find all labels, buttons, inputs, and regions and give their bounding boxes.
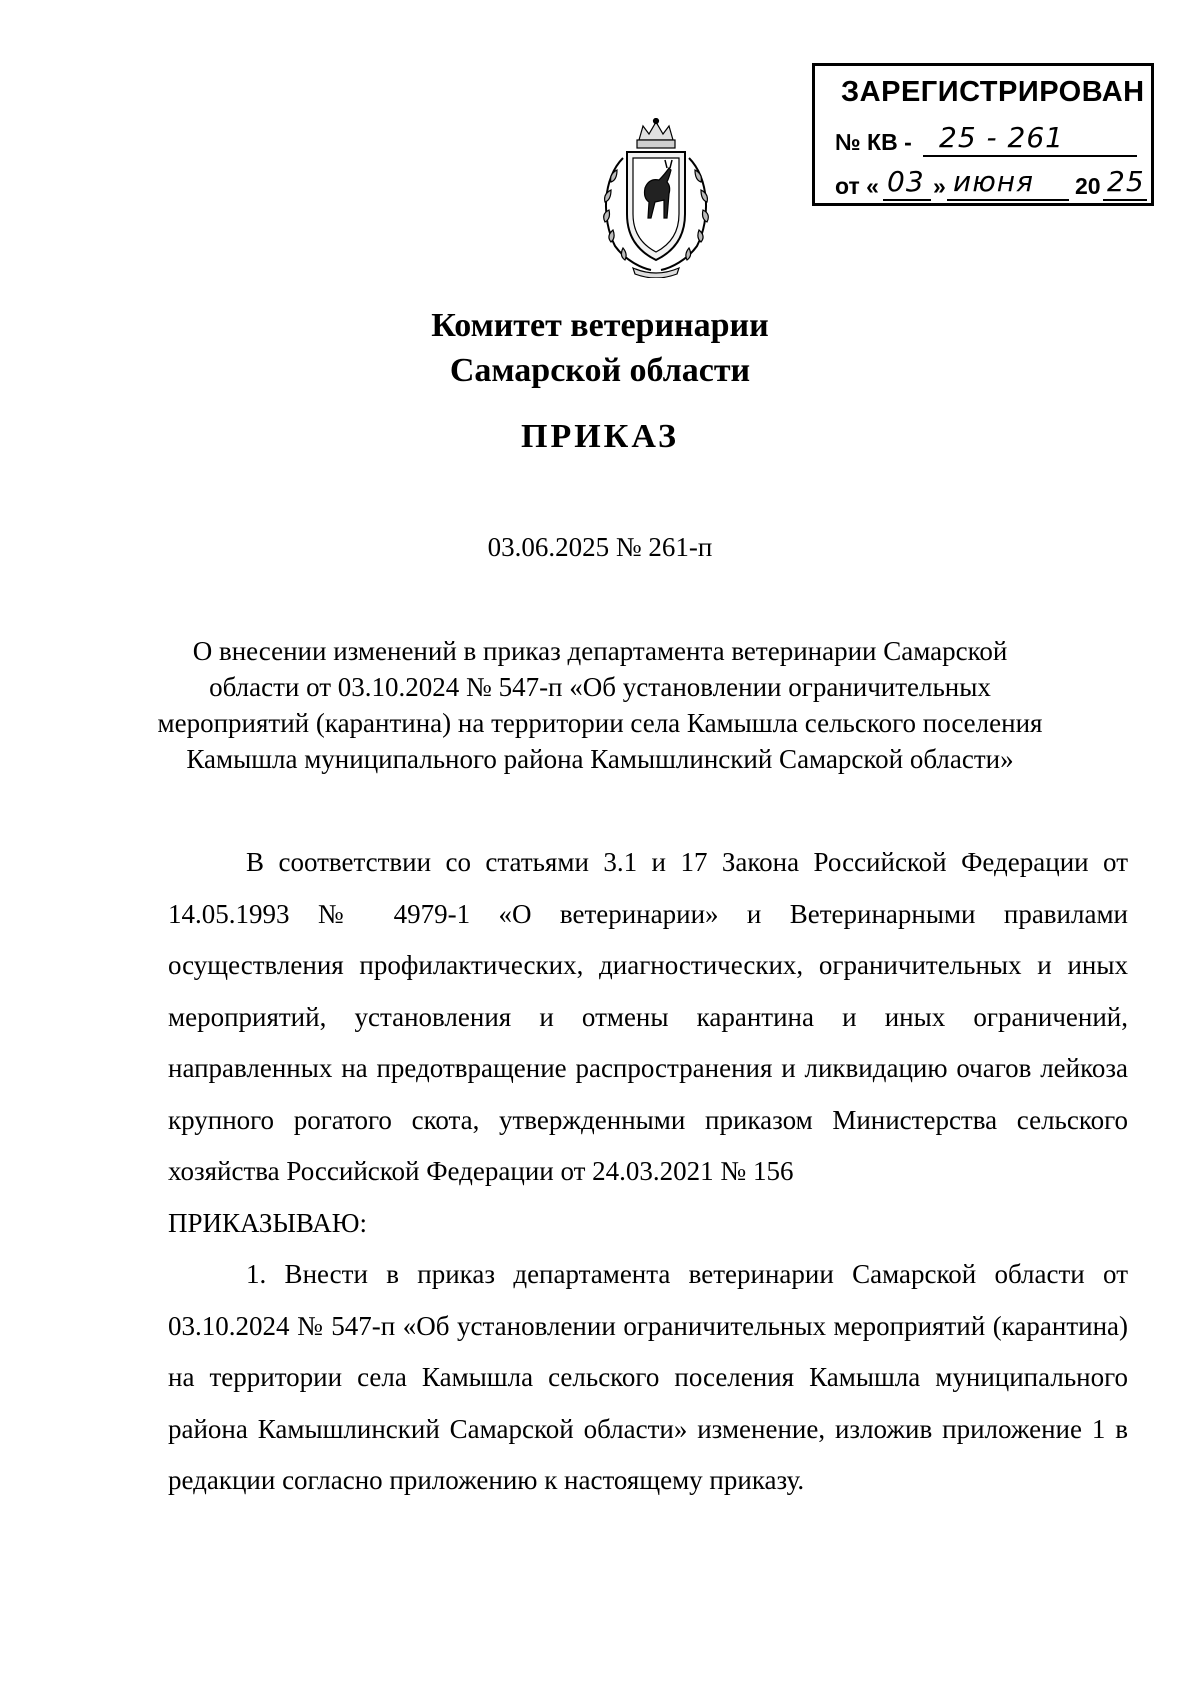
stamp-month-handwritten: июня (953, 165, 1034, 198)
subject-line-4: Камышла муниципального района Камышлинский Самарской области» (186, 744, 1014, 774)
preamble-paragraph: В соответствии со статьями 3.1 и 17 Закона Российской Федерации от 14.05.1993 № 4979-1 «О ветеринарии» и Ветеринарными правилами осуществления профилактических, диагностических, ограничительных и иных мероприятий, установления и отмены карантина и иных ограничений, направленных на предотвращение распространения и ликвидацию очагов лейкоза крупного рогатого скота, утвержденными приказом Министерства сельского хозяйства Российской Федерации от 24.03.2021 № 156 (168, 847, 1128, 1186)
document-type: ПРИКАЗ (521, 418, 679, 455)
organization-name (0, 303, 1200, 393)
stamp-date-close: » (933, 173, 946, 199)
stamp-number-underline (923, 155, 1137, 157)
stamp-day-handwritten: 03 (887, 165, 925, 198)
document-number: 03.06.2025 № 261-п (487, 532, 713, 562)
subject-line-3: мероприятий (карантина) на территории села Камышла сельского поселения (157, 708, 1043, 738)
stamp-title: ЗАРЕГИСТРИРОВАН (841, 76, 1145, 108)
registration-stamp (812, 63, 1154, 206)
order-word: ПРИКАЗЫВАЮ: (168, 1207, 367, 1238)
stamp-month-underline (947, 199, 1069, 201)
organization-line-1: Комитет ветеринарии (431, 307, 769, 344)
order-item-1: 1. Внести в приказ департамента ветеринарии Самарской области от 03.10.2024 № 547-п «Об установлении ограничительных мероприятий (карантина) на территории села Камышла сельского поселения Камышла муниципального района Камышлинский Самарской области» изменение, изложив приложение 1 в редакции согласно приложению к настоящему приказу. (168, 1259, 1128, 1495)
stamp-number-handwritten: 25 - 261 (939, 121, 1064, 154)
subject-line-1: О внесении изменений в приказ департамента ветеринарии Самарской (192, 636, 1008, 666)
stamp-number-prefix: № КВ - (835, 129, 912, 155)
document-body (168, 837, 1128, 1507)
organization-line-2: Самарской области (449, 352, 751, 389)
stamp-year-handwritten: 25 (1107, 165, 1145, 198)
stamp-date-prefix: от « (835, 173, 879, 199)
document-subject (0, 633, 1200, 777)
stamp-year-underline (1103, 199, 1147, 201)
stamp-day-underline (883, 199, 931, 201)
subject-line-2: области от 03.10.2024 № 547-п «Об установлении ограничительных (209, 672, 991, 702)
coat-of-arms-emblem (593, 118, 719, 278)
stamp-year-prefix: 20 (1075, 173, 1101, 199)
stamp-number-line (835, 121, 1139, 160)
stamp-date-line (835, 166, 1153, 204)
